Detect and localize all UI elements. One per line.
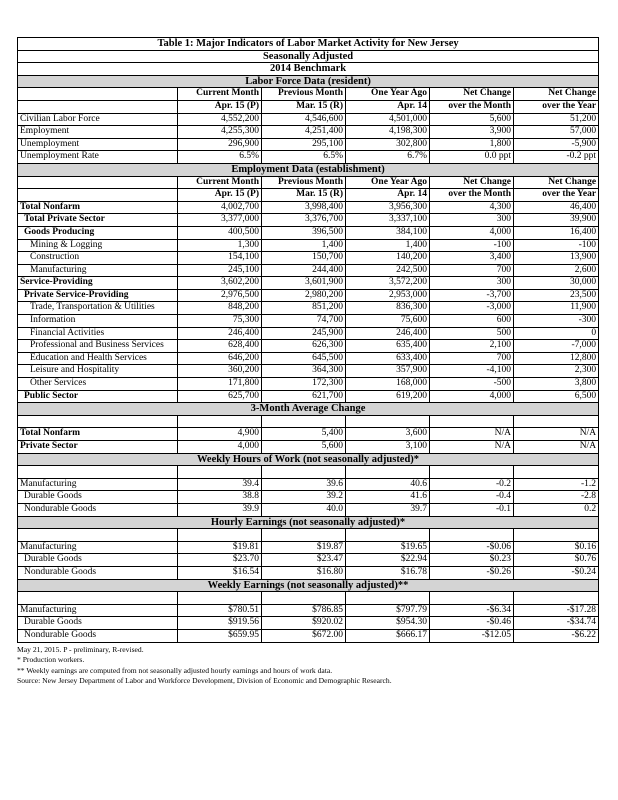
- table-row: [18, 289, 599, 302]
- value-cell: 3,900: [430, 126, 514, 139]
- value-cell: 400,500: [178, 226, 262, 239]
- section-header-row: [18, 579, 599, 592]
- value-cell: 39.2: [262, 491, 346, 504]
- column-header-row: [18, 189, 599, 202]
- value-cell: 172,300: [262, 378, 346, 391]
- column-header: Previous Month: [262, 176, 346, 189]
- table-row: [18, 604, 599, 617]
- value-cell: -5,900: [514, 138, 599, 151]
- table-title: Table 1: Major Indicators of Labor Market Activity for New Jersey: [18, 38, 599, 51]
- value-cell: $659.95: [178, 629, 262, 642]
- value-cell: 39,900: [514, 214, 599, 227]
- row-label: Manufacturing: [18, 604, 178, 617]
- spacer-cell: [262, 592, 346, 605]
- value-cell: 5,600: [430, 113, 514, 126]
- footnote: Source: New Jersey Department of Labor and Workforce Development, Division of Economic and Demographic Research.: [17, 676, 392, 686]
- value-cell: 4,501,000: [346, 113, 430, 126]
- value-cell: 242,500: [346, 264, 430, 277]
- spacer-cell: [430, 466, 514, 479]
- header-blank-cell: [18, 88, 178, 101]
- value-cell: 74,700: [262, 315, 346, 328]
- table-row: [18, 239, 599, 252]
- value-cell: 364,300: [262, 365, 346, 378]
- value-cell: $797.79: [346, 604, 430, 617]
- section-header-row: [18, 516, 599, 529]
- value-cell: 3,600: [346, 428, 430, 441]
- table-row: [18, 491, 599, 504]
- document-page: [17, 37, 598, 687]
- row-label: Durable Goods: [18, 491, 178, 504]
- value-cell: 51,200: [514, 113, 599, 126]
- value-cell: $672.00: [262, 629, 346, 642]
- value-cell: 13,900: [514, 252, 599, 265]
- value-cell: 4,002,700: [178, 201, 262, 214]
- table-row: [18, 365, 599, 378]
- value-cell: $0.76: [514, 554, 599, 567]
- value-cell: $16.80: [262, 566, 346, 579]
- value-cell: $16.78: [346, 566, 430, 579]
- value-cell: -100: [514, 239, 599, 252]
- value-cell: -0.2: [430, 478, 514, 491]
- value-cell: 700: [430, 352, 514, 365]
- footnotes: [17, 645, 598, 687]
- value-cell: -$0.26: [430, 566, 514, 579]
- value-cell: -4,100: [430, 365, 514, 378]
- value-cell: 3,956,300: [346, 201, 430, 214]
- section-header-row: [18, 163, 599, 176]
- value-cell: -$17.28: [514, 604, 599, 617]
- table-row: [18, 113, 599, 126]
- value-cell: -$34.74: [514, 617, 599, 630]
- value-cell: -$6.22: [514, 629, 599, 642]
- column-header: Apr. 14: [346, 189, 430, 202]
- value-cell: 2,980,200: [262, 289, 346, 302]
- table-row: [18, 541, 599, 554]
- value-cell: -1.2: [514, 478, 599, 491]
- value-cell: 4,255,300: [178, 126, 262, 139]
- value-cell: 246,400: [178, 327, 262, 340]
- value-cell: -0.2 ppt: [514, 151, 599, 164]
- row-label: Goods Producing: [18, 226, 178, 239]
- spacer-cell: [18, 529, 178, 542]
- value-cell: 357,900: [346, 365, 430, 378]
- spacer-row: [18, 466, 599, 479]
- row-label: Mining & Logging: [18, 239, 178, 252]
- row-label: Total Nonfarm: [18, 201, 178, 214]
- value-cell: $0.16: [514, 541, 599, 554]
- value-cell: 626,300: [262, 340, 346, 353]
- table-row: [18, 566, 599, 579]
- value-cell: 39.6: [262, 478, 346, 491]
- row-label: Durable Goods: [18, 554, 178, 567]
- value-cell: 625,700: [178, 390, 262, 403]
- column-header: Net Change: [514, 88, 599, 101]
- value-cell: 3,572,200: [346, 277, 430, 290]
- value-cell: 38.8: [178, 491, 262, 504]
- value-cell: N/A: [430, 428, 514, 441]
- value-cell: N/A: [514, 428, 599, 441]
- value-cell: $780.51: [178, 604, 262, 617]
- value-cell: -$0.46: [430, 617, 514, 630]
- column-header: Current Month: [178, 88, 262, 101]
- column-header: Net Change: [430, 176, 514, 189]
- row-label: Unemployment Rate: [18, 151, 178, 164]
- spacer-cell: [346, 592, 430, 605]
- value-cell: 168,000: [346, 378, 430, 391]
- row-label: Service-Providing: [18, 277, 178, 290]
- section-title: Hourly Earnings (not seasonally adjusted)*: [18, 516, 599, 529]
- value-cell: 6.7%: [346, 151, 430, 164]
- value-cell: 635,400: [346, 340, 430, 353]
- value-cell: 646,200: [178, 352, 262, 365]
- value-cell: 3,337,100: [346, 214, 430, 227]
- value-cell: 0.0 ppt: [430, 151, 514, 164]
- spacer-cell: [514, 592, 599, 605]
- footnote: * Production workers.: [17, 655, 85, 665]
- value-cell: 75,300: [178, 315, 262, 328]
- column-header: One Year Ago: [346, 88, 430, 101]
- table-row: [18, 428, 599, 441]
- value-cell: 628,400: [178, 340, 262, 353]
- table-row: [18, 629, 599, 642]
- value-cell: 3,800: [514, 378, 599, 391]
- section-header-row: [18, 75, 599, 88]
- row-label: Manufacturing: [18, 541, 178, 554]
- value-cell: 4,198,300: [346, 126, 430, 139]
- value-cell: 4,000: [430, 390, 514, 403]
- value-cell: 296,900: [178, 138, 262, 151]
- spacer-cell: [178, 415, 262, 428]
- value-cell: 3,100: [346, 441, 430, 454]
- spacer-cell: [430, 529, 514, 542]
- row-label: Professional and Business Services: [18, 340, 178, 353]
- spacer-cell: [430, 592, 514, 605]
- spacer-cell: [178, 592, 262, 605]
- spacer-cell: [514, 415, 599, 428]
- value-cell: 12,800: [514, 352, 599, 365]
- table-row: [18, 302, 599, 315]
- value-cell: -500: [430, 378, 514, 391]
- spacer-cell: [514, 466, 599, 479]
- row-label: Total Private Sector: [18, 214, 178, 227]
- value-cell: $23.47: [262, 554, 346, 567]
- value-cell: 1,800: [430, 138, 514, 151]
- table-subtitle: Seasonally Adjusted: [18, 50, 599, 63]
- value-cell: 5,600: [262, 441, 346, 454]
- row-label: Nondurable Goods: [18, 503, 178, 516]
- value-cell: 2,100: [430, 340, 514, 353]
- spacer-cell: [346, 466, 430, 479]
- column-header: over the Month: [430, 189, 514, 202]
- value-cell: $919.56: [178, 617, 262, 630]
- value-cell: 244,400: [262, 264, 346, 277]
- value-cell: 140,200: [346, 252, 430, 265]
- table-row: [18, 441, 599, 454]
- spacer-cell: [262, 529, 346, 542]
- row-label: Nondurable Goods: [18, 566, 178, 579]
- row-label: Trade, Transportation & Utilities: [18, 302, 178, 315]
- row-label: Unemployment: [18, 138, 178, 151]
- spacer-row: [18, 529, 599, 542]
- value-cell: -$0.24: [514, 566, 599, 579]
- value-cell: 360,200: [178, 365, 262, 378]
- value-cell: -300: [514, 315, 599, 328]
- table-row: [18, 226, 599, 239]
- row-label: Manufacturing: [18, 478, 178, 491]
- column-header: Net Change: [514, 176, 599, 189]
- value-cell: $0.23: [430, 554, 514, 567]
- value-cell: 39.7: [346, 503, 430, 516]
- value-cell: 39.9: [178, 503, 262, 516]
- value-cell: 46,400: [514, 201, 599, 214]
- row-label: Employment: [18, 126, 178, 139]
- column-header: over the Year: [514, 189, 599, 202]
- value-cell: N/A: [514, 441, 599, 454]
- table-row: [18, 340, 599, 353]
- value-cell: 1,300: [178, 239, 262, 252]
- value-cell: 39.4: [178, 478, 262, 491]
- table-row: [18, 277, 599, 290]
- table-row: [18, 503, 599, 516]
- value-cell: $786.85: [262, 604, 346, 617]
- value-cell: 3,602,200: [178, 277, 262, 290]
- value-cell: 3,400: [430, 252, 514, 265]
- value-cell: 2,953,000: [346, 289, 430, 302]
- value-cell: -0.1: [430, 503, 514, 516]
- value-cell: 0.2: [514, 503, 599, 516]
- value-cell: 3,377,000: [178, 214, 262, 227]
- value-cell: -0.4: [430, 491, 514, 504]
- value-cell: 384,100: [346, 226, 430, 239]
- value-cell: -$12.05: [430, 629, 514, 642]
- value-cell: 396,500: [262, 226, 346, 239]
- value-cell: 4,546,600: [262, 113, 346, 126]
- spacer-row: [18, 592, 599, 605]
- spacer-row: [18, 415, 599, 428]
- row-label: Public Sector: [18, 390, 178, 403]
- value-cell: 5,400: [262, 428, 346, 441]
- footnote: May 21, 2015. P - preliminary, R-revised.: [17, 644, 144, 654]
- column-header: Apr. 15 (P): [178, 100, 262, 113]
- value-cell: 41.6: [346, 491, 430, 504]
- labor-indicators-table: [17, 37, 599, 643]
- column-header: Current Month: [178, 176, 262, 189]
- spacer-cell: [18, 415, 178, 428]
- table-row: [18, 315, 599, 328]
- value-cell: 6.5%: [178, 151, 262, 164]
- value-cell: 30,000: [514, 277, 599, 290]
- value-cell: 23,500: [514, 289, 599, 302]
- spacer-cell: [178, 529, 262, 542]
- spacer-cell: [262, 415, 346, 428]
- column-header: Net Change: [430, 88, 514, 101]
- value-cell: 600: [430, 315, 514, 328]
- section-title: Weekly Earnings (not seasonally adjusted)**: [18, 579, 599, 592]
- section-header-row: [18, 403, 599, 416]
- value-cell: 3,998,400: [262, 201, 346, 214]
- spacer-cell: [262, 466, 346, 479]
- header-blank-cell: [18, 189, 178, 202]
- row-label: Durable Goods: [18, 617, 178, 630]
- value-cell: 851,200: [262, 302, 346, 315]
- spacer-cell: [346, 415, 430, 428]
- row-label: Nondurable Goods: [18, 629, 178, 642]
- row-label: Other Services: [18, 378, 178, 391]
- value-cell: 645,500: [262, 352, 346, 365]
- value-cell: 2,300: [514, 365, 599, 378]
- value-cell: -3,700: [430, 289, 514, 302]
- spacer-cell: [18, 592, 178, 605]
- column-header-row: [18, 176, 599, 189]
- table-row: [18, 214, 599, 227]
- row-label: Private Sector: [18, 441, 178, 454]
- value-cell: 4,000: [178, 441, 262, 454]
- value-cell: $19.65: [346, 541, 430, 554]
- value-cell: 245,100: [178, 264, 262, 277]
- section-title: 3-Month Average Change: [18, 403, 599, 416]
- header-blank-cell: [18, 176, 178, 189]
- value-cell: -7,000: [514, 340, 599, 353]
- value-cell: $22.94: [346, 554, 430, 567]
- value-cell: 150,700: [262, 252, 346, 265]
- value-cell: 6.5%: [262, 151, 346, 164]
- table-row: [18, 327, 599, 340]
- value-cell: 3,601,900: [262, 277, 346, 290]
- value-cell: 295,100: [262, 138, 346, 151]
- value-cell: 2,976,500: [178, 289, 262, 302]
- section-title: Weekly Hours of Work (not seasonally adjusted)*: [18, 453, 599, 466]
- value-cell: 40.0: [262, 503, 346, 516]
- spacer-cell: [178, 466, 262, 479]
- value-cell: 700: [430, 264, 514, 277]
- column-header: over the Month: [430, 100, 514, 113]
- value-cell: $16.54: [178, 566, 262, 579]
- table-row: [18, 126, 599, 139]
- spacer-cell: [18, 466, 178, 479]
- table-row: [18, 478, 599, 491]
- section-title: Labor Force Data (resident): [18, 75, 599, 88]
- value-cell: 4,000: [430, 226, 514, 239]
- table-row: [18, 138, 599, 151]
- section-header-row: [18, 453, 599, 466]
- value-cell: $19.81: [178, 541, 262, 554]
- value-cell: 11,900: [514, 302, 599, 315]
- row-label: Civilian Labor Force: [18, 113, 178, 126]
- spacer-cell: [430, 415, 514, 428]
- value-cell: 4,552,200: [178, 113, 262, 126]
- column-header: Apr. 14: [346, 100, 430, 113]
- value-cell: 300: [430, 277, 514, 290]
- table-row: [18, 201, 599, 214]
- row-label: Construction: [18, 252, 178, 265]
- row-label: Total Nonfarm: [18, 428, 178, 441]
- value-cell: 4,900: [178, 428, 262, 441]
- row-label: Financial Activities: [18, 327, 178, 340]
- value-cell: 1,400: [262, 239, 346, 252]
- value-cell: 4,251,400: [262, 126, 346, 139]
- value-cell: 619,200: [346, 390, 430, 403]
- table-row: [18, 390, 599, 403]
- value-cell: 621,700: [262, 390, 346, 403]
- table-row: [18, 554, 599, 567]
- value-cell: $954.30: [346, 617, 430, 630]
- value-cell: 245,900: [262, 327, 346, 340]
- value-cell: $19.87: [262, 541, 346, 554]
- column-header: Previous Month: [262, 88, 346, 101]
- table-benchmark: 2014 Benchmark: [18, 63, 599, 76]
- column-header: Mar. 15 (R): [262, 189, 346, 202]
- header-blank-cell: [18, 100, 178, 113]
- value-cell: -100: [430, 239, 514, 252]
- column-header-row: [18, 100, 599, 113]
- value-cell: $23.70: [178, 554, 262, 567]
- value-cell: -$6.34: [430, 604, 514, 617]
- value-cell: 300: [430, 214, 514, 227]
- value-cell: N/A: [430, 441, 514, 454]
- value-cell: 848,200: [178, 302, 262, 315]
- row-label: Information: [18, 315, 178, 328]
- table-row: [18, 617, 599, 630]
- column-header: Apr. 15 (P): [178, 189, 262, 202]
- row-label: Education and Health Services: [18, 352, 178, 365]
- value-cell: 171,800: [178, 378, 262, 391]
- value-cell: 302,800: [346, 138, 430, 151]
- value-cell: -$0.06: [430, 541, 514, 554]
- spacer-cell: [346, 529, 430, 542]
- table-row: [18, 378, 599, 391]
- value-cell: 4,300: [430, 201, 514, 214]
- value-cell: 500: [430, 327, 514, 340]
- value-cell: 2,600: [514, 264, 599, 277]
- column-header-row: [18, 88, 599, 101]
- value-cell: 246,400: [346, 327, 430, 340]
- row-label: Leisure and Hospitality: [18, 365, 178, 378]
- value-cell: -3,000: [430, 302, 514, 315]
- value-cell: -2.8: [514, 491, 599, 504]
- value-cell: $666.17: [346, 629, 430, 642]
- value-cell: $920.02: [262, 617, 346, 630]
- value-cell: 0: [514, 327, 599, 340]
- table-row: [18, 151, 599, 164]
- value-cell: 16,400: [514, 226, 599, 239]
- section-title: Employment Data (establishment): [18, 163, 599, 176]
- table-row: [18, 352, 599, 365]
- table-row: [18, 264, 599, 277]
- column-header: Mar. 15 (R): [262, 100, 346, 113]
- value-cell: 75,600: [346, 315, 430, 328]
- value-cell: 40.6: [346, 478, 430, 491]
- value-cell: 836,300: [346, 302, 430, 315]
- column-header: One Year Ago: [346, 176, 430, 189]
- value-cell: 633,400: [346, 352, 430, 365]
- footnote: ** Weekly earnings are computed from not seasonally adjusted hourly earnings and hours of work data.: [17, 665, 333, 675]
- row-label: Manufacturing: [18, 264, 178, 277]
- value-cell: 3,376,700: [262, 214, 346, 227]
- spacer-cell: [514, 529, 599, 542]
- value-cell: 154,100: [178, 252, 262, 265]
- row-label: Private Service-Providing: [18, 289, 178, 302]
- column-header: over the Year: [514, 100, 599, 113]
- value-cell: 57,000: [514, 126, 599, 139]
- table-row: [18, 252, 599, 265]
- value-cell: 6,500: [514, 390, 599, 403]
- value-cell: 1,400: [346, 239, 430, 252]
